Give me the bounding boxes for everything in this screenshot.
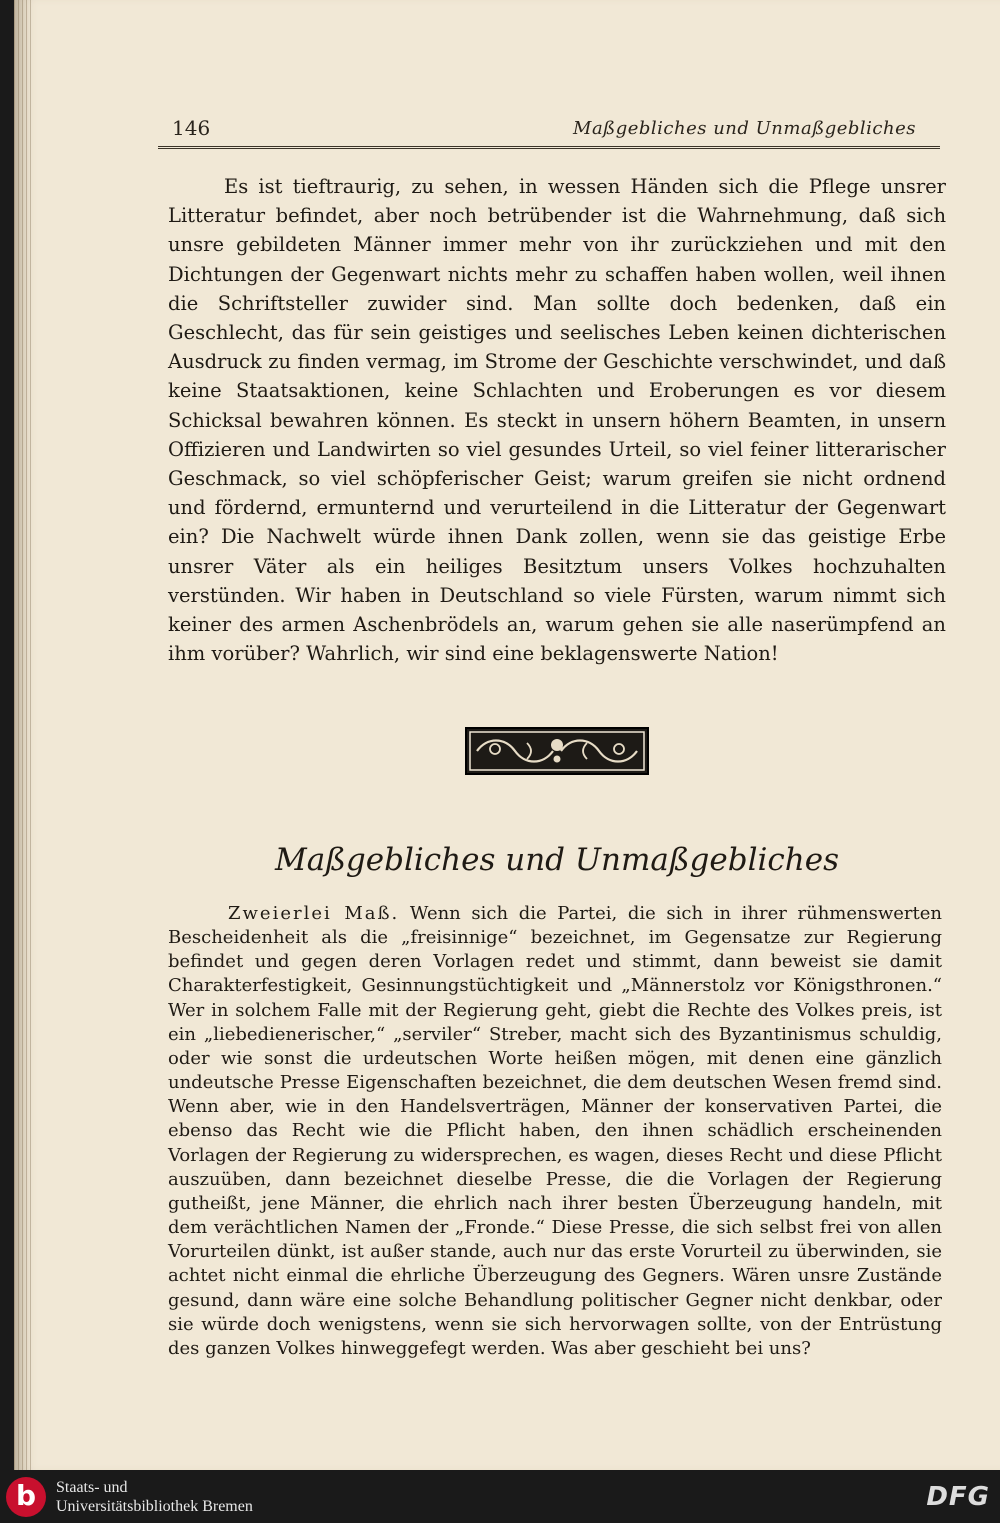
library-logo-icon[interactable]: b — [6, 1477, 46, 1517]
library-name-line2: Universitätsbibliothek Bremen — [56, 1498, 253, 1515]
body-paragraph: Es ist tieftraurig, zu sehen, in wessen Händen sich die Pflege unsrer Litteratur befindet, aber noch betrübender ist die Wahrnehmung, daß sich unsre gebildeten Männer immer mehr von ihr zurückziehen und mit den Dichtungen der Gegenwart nichts mehr zu schaffen haben wollen, weil ihnen die Schriftsteller zuwider sind. Man sollte doch bedenken, daß ein Geschlecht, das für sein geistiges und seelisches Leben keinen dichterischen Ausdruck zu finden vermag, im Strome der Geschichte verschwindet, und daß keine Staatsaktionen, keine Schlachten und Eroberungen es vor diesem Schicksal bewahren können. Es steckt in unsern höhern Beamten, in unsern Offizieren und Landwirten so viel gesundes Urteil, so viel feiner litterarischer Geschmack, so viel schöpferischer Geist; warum greifen sie nicht ordnend und fördernd, ermunternd und verurteilend in die Litteratur der Gegenwart ein? Die Nachwelt würde ihnen Dank zollen, wenn sie das geistige Erbe unsrer Väter als ein heiliges Besitztum unsers Volkes hochzuhalten verstünden. Wir haben in Deutschland so viele Fürsten, warum nimmt sich keiner des armen Aschenbrödels an, warum gehen sie alle naserümpfend an ihm vorüber? Wahrlich, wir sind eine beklagenswerte Nation! — [168, 175, 946, 666]
section-title: Maßgebliches und Unmaßgebliches — [275, 842, 839, 878]
page-number: 146 — [172, 116, 211, 140]
ornament-graphic — [467, 729, 647, 773]
page-header — [158, 112, 940, 149]
running-title: Maßgebliches und Unmaßgebliches — [573, 118, 916, 139]
ornament-vignette-icon — [465, 727, 649, 775]
page-edge — [14, 0, 34, 1470]
article-paragraph — [168, 902, 942, 1361]
article-lead: Zweierlei Maß. — [228, 903, 400, 924]
footer-bar — [0, 1470, 1000, 1523]
library-name[interactable] — [56, 1478, 253, 1516]
dfg-logo[interactable]: DFG — [926, 1482, 990, 1512]
library-name-line1: Staats- und — [56, 1479, 128, 1496]
article-text: Wenn sich die Partei, die sich in ihrer rühmenswerten Bescheidenheit als die „freisinnige“ bezeichnet, im Gegensatze zur Regierung befindet und gegen deren Vorlagen redet und stimmt, dann beweist sie damit Charakterfestigkeit, Gesinnungstüchtigkeit und „Männerstolz vor Königsthronen.“ Wer in solchem Falle mit der Regierung geht, giebt die Rechte des Volkes preis, ist ein „liebedienerischer,“ „serviler“ Streber, macht sich des Byzantinismus schuldig, oder wie sonst die urdeutschen Worte heißen mögen, mit denen eine gänzlich undeutsche Presse Eigenschaften bezeichnet, die dem deutschen Wesen fremd sind. Wenn aber, wie in den Handelsverträgen, Männer der konservativen Partei, die ebenso das Recht wie die Pflicht haben, den ihnen schädlich erscheinenden Vorlagen der Regierung zu widersprechen, es wagen, dieses Recht und diese Pflicht auszuüben, dann bezeichnet dieselbe Presse, die die Vorlagen der Regierung gutheißt, jene Männer, die ehrlich nach ihrer besten Überzeugung handeln, mit dem verächtlichen Namen der „Fronde.“ Diese Presse, die sich selbst frei von allen Vorurteilen dünkt, ist außer stande, auch nur das erste Vorurteil zu überwinden, sie achtet nicht einmal die ehrliche Überzeugung des Gegners. Wären unsre Zustände gesund, dann wäre eine solche Behandlung politischer Gegner nicht denkbar, oder sie würde doch wenigstens, wenn sie sich hervorwagen sollte, von der Entrüstung des ganzen Volkes hinweggefegt werden. Was aber geschieht bei uns? — [168, 903, 942, 1359]
